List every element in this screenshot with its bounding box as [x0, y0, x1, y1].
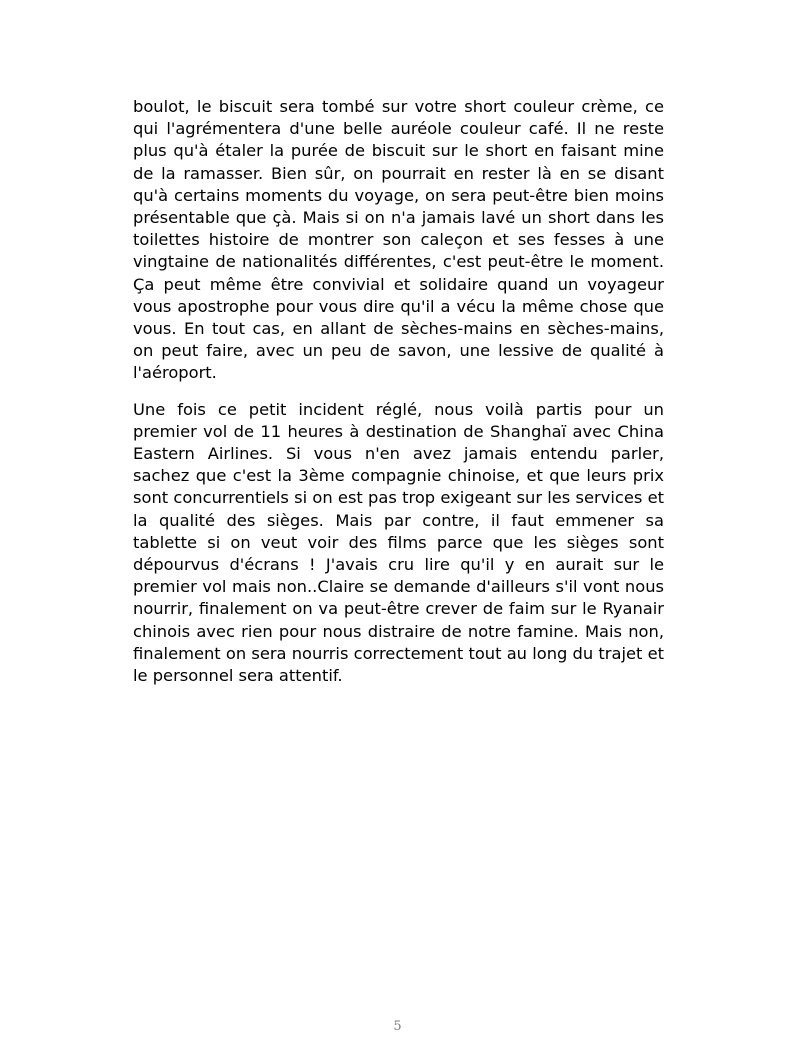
- body-text: [133, 96, 664, 687]
- page-number: 5: [393, 1019, 402, 1034]
- paragraph-1: boulot, le biscuit sera tombé sur votre short couleur crème, ce qui l'agrémentera d'une belle auréole couleur café. Il ne reste plus qu'à étaler la purée de biscuit sur le short en faisant mine de la ramasser. Bien sûr, on pourrait en rester là en se disant qu'à certains moments du voyage, on sera peut-être bien moins présentable que çà. Mais si on n'a jamais lavé un short dans les toilettes histoire de montrer son caleçon et ses fesses à une vingtaine de nationalités différentes, c'est peut-être le moment. Ça peut même être convivial et solidaire quand un voyageur vous apostrophe pour vous dire qu'il a vécu la même chose que vous. En tout cas, en allant de sèches-mains en sèches-mains, on peut faire, avec un peu de savon, une lessive de qualité à l'aéroport.: [133, 97, 664, 383]
- paragraph-2: Une fois ce petit incident réglé, nous voilà partis pour un premier vol de 11 heures à destination de Shanghaï avec China Eastern Airlines. Si vous n'en avez jamais entendu parler, sachez que c'est la 3ème compagnie chinoise, et que leurs prix sont concurrentiels si on est pas trop exigeant sur les services et la qualité des sièges. Mais par contre, il faut emmener sa tablette si on veut voir des films parce que les sièges sont dépourvus d'écrans ! J'avais cru lire qu'il y en aurait sur le premier vol mais non..Claire se demande d'ailleurs s'il vont nous nourrir, finalement on va peut-être crever de faim sur le Ryanair chinois avec rien pour nous distraire de notre famine. Mais non, finalement on sera nourris correctement tout au long du trajet et le personnel sera attentif.: [133, 399, 664, 686]
